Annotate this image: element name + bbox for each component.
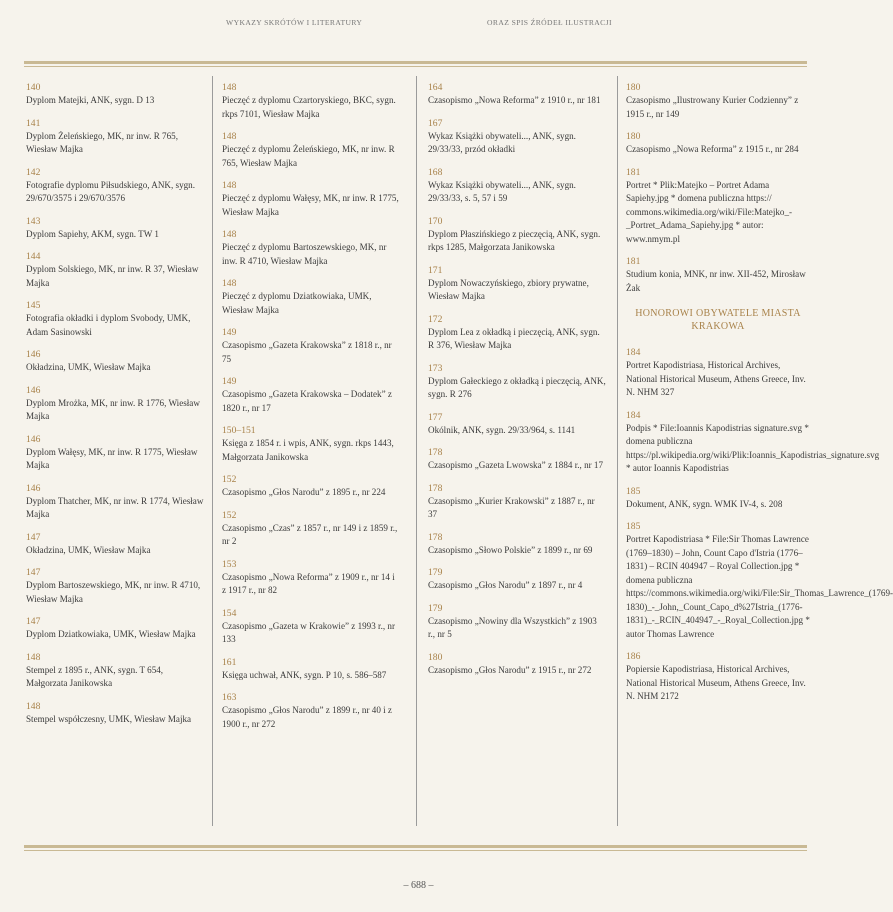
entry-page-number: 149: [222, 327, 237, 338]
entry-page-number: 178: [428, 531, 443, 543]
list-item: [222, 559, 400, 598]
entry-description: Dyplom Mrożka, MK, nr inw. R 1776, Wiesław Majka: [26, 397, 200, 421]
entry-description: Dyplom Lea z okładką i pieczęcią, ANK, sygn. R 376, Wiesław Majka: [428, 326, 600, 350]
entry-description: Wykaz Książki obywateli..., ANK, sygn. 29/33/33, s. 5, 57 i 59: [428, 179, 576, 203]
list-item: [26, 385, 204, 424]
list-item: [222, 608, 400, 647]
entry-description: Pieczęć z dyplomu Czartoryskiego, BKC, sygn. rkps 7101, Wiesław Majka: [222, 95, 396, 119]
entry-description: Czasopismo „Nowa Reforma” z 1915 r., nr 284: [626, 144, 799, 154]
entry-page-number: 164: [428, 82, 443, 93]
list-item: [626, 167, 810, 247]
entry-page-number: 173: [428, 362, 443, 374]
entry-page-number: 180: [428, 651, 443, 663]
page-number: – 688 –: [403, 880, 434, 891]
entry-page-number: 163: [222, 692, 237, 703]
entry-page-number: 181: [626, 256, 641, 267]
list-item: [222, 180, 400, 219]
entry-page-number: 146: [26, 349, 41, 360]
list-item: [626, 131, 810, 157]
list-item: [222, 425, 400, 464]
entry-page-number: 150–151: [222, 425, 256, 436]
list-item: [26, 118, 204, 157]
entry-description: Czasopismo „Gazeta w Krakowie” z 1993 r., nr 133: [222, 620, 395, 644]
entry-page-number: 177: [428, 411, 443, 423]
entry-description: Okólnik, ANK, sygn. 29/33/964, s. 1141: [428, 424, 576, 435]
entry-page-number: 161: [222, 656, 237, 668]
entry-page-number: 172: [428, 313, 443, 325]
entry-page-number: 171: [428, 264, 443, 276]
entry-description: Portret Kapodistriasa * File:Sir Thomas Lawrence (1769–1830) – John, Count Capo d'Istria (1776–1831) – RCIN 404947 – Royal Collection.jpg * domena publiczna https://commons.wikimedia.org/wiki/File:Sir_Thomas_Lawrence_(1769-1830)_-_John,_Count_Capo_d%27Istria_(1776-1831)_-_RCIN_404947_-_Royal_Collection.jpg * autor Thomas Lawrence: [626, 534, 893, 639]
entry-description: Dyplom Matejki, ANK, sygn. D 13: [26, 95, 155, 105]
entry-description: Popiersie Kapodistriasa, Historical Archives, National Historical Museum, Athens Greece, Inv. N. NHM 2172: [626, 664, 806, 701]
list-item: [222, 229, 400, 268]
entry-page-number: 167: [428, 117, 443, 129]
entry-page-number: 154: [222, 607, 237, 619]
list-item: [26, 701, 204, 727]
entry-page-number: 170: [428, 215, 443, 227]
list-item: [626, 256, 810, 295]
list-item: [428, 567, 606, 593]
list-item: [428, 314, 606, 353]
entry-description: Czasopismo „Głos Narodu” z 1897 r., nr 4: [428, 580, 583, 590]
entry-description: Czasopismo „Czas” z 1857 r., nr 149 i z 1859 r., nr 2: [222, 522, 398, 546]
entry-page-number: 146: [26, 482, 41, 494]
list-item: [26, 483, 204, 522]
entry-description: Czasopismo „Głos Narodu” z 1915 r., nr 272: [428, 664, 592, 675]
list-item: [222, 82, 400, 121]
entry-page-number: 148: [222, 131, 237, 142]
list-item: [428, 363, 606, 402]
list-item: [428, 265, 606, 304]
list-item: [428, 82, 606, 108]
top-rule: [24, 61, 807, 64]
entry-page-number: 178: [428, 482, 443, 494]
list-item: [428, 532, 606, 558]
entry-description: Księga z 1854 r. i wpis, ANK, sygn. rkps 1443, Małgorzata Janikowska: [222, 438, 394, 462]
list-item: [222, 376, 400, 415]
list-item: [626, 651, 810, 704]
entry-page-number: 185: [626, 485, 641, 497]
entry-description: Czasopismo „Nowa Reforma” z 1910 r., nr 181: [428, 95, 601, 105]
list-item: [428, 216, 606, 255]
entry-page-number: 148: [26, 700, 41, 712]
entry-page-number: 180: [626, 131, 641, 142]
list-item: [428, 447, 606, 473]
column-3: [428, 82, 606, 687]
entry-page-number: 153: [222, 558, 237, 570]
entry-description: Dokument, ANK, sygn. WMK IV-4, s. 208: [626, 498, 783, 509]
entry-page-number: 148: [222, 82, 237, 93]
column-divider: [212, 76, 213, 826]
list-item: [428, 118, 606, 157]
entry-page-number: 185: [626, 521, 641, 532]
entry-description: Czasopismo „Gazeta Krakowska – Dodatek” z 1820 r., nr 17: [222, 389, 392, 413]
entry-description: Podpis * File:Ioannis Kapodistrias signature.svg * domena publiczna https://pl.wikipedia.org/wiki/Plik:Ioannis_Kapodistrias_signature.svg * autor Ioannis Kapodistrias: [626, 422, 880, 473]
entry-page-number: 140: [26, 82, 41, 93]
entry-page-number: 186: [626, 651, 641, 662]
entry-description: Dyplom Płaszińskiego z pieczęcią, ANK, sygn. rkps 1285, Małgorzata Janikowska: [428, 228, 601, 252]
column-2: [222, 82, 400, 741]
entry-description: Czasopismo „Gazeta Lwowska” z 1884 r., nr 17: [428, 460, 604, 470]
list-item: [222, 278, 400, 317]
bottom-rule-thin: [24, 850, 807, 851]
entry-page-number: 148: [222, 180, 237, 191]
entry-page-number: 148: [222, 278, 237, 289]
running-header-right: ORAZ SPIS ŹRÓDEŁ ILUSTRACJI: [487, 18, 612, 27]
list-item: [26, 532, 204, 558]
entry-page-number: 146: [26, 433, 41, 445]
entry-description: Pieczęć z dyplomu Żeleńskiego, MK, nr inw. R 765, Wiesław Majka: [222, 144, 395, 168]
list-item: [26, 652, 204, 691]
list-item: [222, 692, 400, 731]
entry-description: Pieczęć z dyplomu Bartoszewskiego, MK, nr inw. R 4710, Wiesław Majka: [222, 242, 387, 266]
entry-description: Wykaz Książki obywateli..., ANK, sygn. 29/33/33, przód okładki: [428, 130, 576, 154]
entry-page-number: 178: [428, 447, 443, 458]
entry-page-number: 142: [26, 166, 41, 178]
entry-description: Portret Kapodistriasa, Historical Archives, National Historical Museum, Athens Greece, Inv. N. NHM 327: [626, 360, 806, 397]
entry-page-number: 144: [26, 251, 41, 262]
list-item: [26, 616, 204, 642]
entry-page-number: 152: [222, 474, 237, 485]
entry-description: Fotografia okładki i dyplom Svobody, UMK, Adam Sasinowski: [26, 313, 191, 337]
running-header-left: WYKAZY SKRÓTÓW I LITERATURY: [226, 18, 363, 27]
list-item: [26, 82, 204, 108]
entry-page-number: 181: [626, 166, 641, 178]
list-item: [626, 486, 810, 512]
entry-description: Okładzina, UMK, Wiesław Majka: [26, 544, 151, 555]
entry-description: Czasopismo „Słowo Polskie” z 1899 r., nr 69: [428, 544, 593, 555]
entry-page-number: 147: [26, 616, 41, 627]
entry-page-number: 168: [428, 166, 443, 178]
entry-description: Portret * Plik:Matejko – Portret Adama Sapiehy.jpg * domena publiczna https:// commons.wikimedia.org/wiki/File:Matejko_-_Portret_Adama_Sapiehy.jpg * autor: www.nmym.pl: [626, 179, 793, 244]
list-item: [222, 474, 400, 500]
list-item: [428, 167, 606, 206]
entry-description: Czasopismo „Nowa Reforma” z 1909 r., nr 14 i z 1917 r., nr 82: [222, 571, 395, 595]
entry-page-number: 152: [222, 509, 237, 521]
list-item: [26, 216, 204, 242]
entry-page-number: 147: [26, 567, 41, 578]
entry-description: Czasopismo „Gazeta Krakowska” z 1818 r., nr 75: [222, 340, 392, 364]
entry-page-number: 148: [26, 651, 41, 663]
column-divider: [617, 76, 618, 826]
entry-page-number: 180: [626, 82, 641, 93]
list-item: [428, 652, 606, 678]
entry-description: Pieczęć z dyplomu Dziatkowiaka, UMK, Wiesław Majka: [222, 291, 372, 315]
entry-page-number: 184: [626, 409, 641, 421]
list-item: [26, 567, 204, 606]
list-item: [626, 82, 810, 121]
list-item: [26, 251, 204, 290]
entry-description: Stempel współczesny, UMK, Wiesław Majka: [26, 713, 192, 724]
entry-page-number: 149: [222, 376, 237, 387]
entry-description: Czasopismo „Głos Narodu” z 1899 r., nr 40 i z 1900 r., nr 272: [222, 705, 392, 729]
entry-description: Dyplom Dziatkowiaka, UMK, Wiesław Majka: [26, 629, 196, 639]
entry-page-number: 143: [26, 215, 41, 227]
list-item: [222, 510, 400, 549]
list-item: [26, 434, 204, 473]
list-item: [428, 483, 606, 522]
entry-page-number: 179: [428, 567, 443, 578]
bottom-rule: [24, 845, 807, 848]
entry-description: Dyplom Gałeckiego z okładką i pieczęcią, ANK, sygn. R 276: [428, 375, 606, 399]
entry-page-number: 184: [626, 347, 641, 358]
list-item: [222, 131, 400, 170]
entry-description: Czasopismo „Głos Narodu” z 1895 r., nr 224: [222, 487, 386, 497]
entry-description: Czasopismo „Nowiny dla Wszystkich” z 1903 r., nr 5: [428, 615, 597, 639]
entry-description: Czasopismo „Ilustrowany Kurier Codzienny” z 1915 r., nr 149: [626, 95, 799, 119]
entry-page-number: 179: [428, 602, 443, 614]
column-4: [626, 82, 893, 714]
list-item: [222, 327, 400, 366]
list-item: [428, 603, 606, 642]
entry-page-number: 141: [26, 117, 41, 129]
entry-description: Pieczęć z dyplomu Wałęsy, MK, nr inw. R 1775, Wiesław Majka: [222, 193, 399, 217]
entry-description: Dyplom Nowaczyńskiego, zbiory prywatne, Wiesław Majka: [428, 277, 589, 301]
entry-page-number: 145: [26, 300, 41, 311]
entry-description: Dyplom Solskiego, MK, nr inw. R 37, Wiesław Majka: [26, 264, 199, 288]
entry-page-number: 148: [222, 229, 237, 240]
list-item: [626, 347, 810, 400]
entry-description: Dyplom Żeleńskiego, MK, nr inw. R 765, Wiesław Majka: [26, 130, 178, 154]
column-1: [26, 82, 204, 736]
entry-page-number: 146: [26, 384, 41, 396]
entry-description: Dyplom Wałęsy, MK, nr inw. R 1775, Wiesław Majka: [26, 446, 198, 470]
list-item: [428, 412, 606, 438]
list-item: [222, 657, 400, 683]
entry-description: Fotografie dyplomu Piłsudskiego, ANK, sygn. 29/670/3575 i 29/670/3576: [26, 179, 195, 203]
entry-description: Studium konia, MNK, nr inw. XII-452, Mirosław Żak: [626, 269, 806, 293]
entry-page-number: 147: [26, 531, 41, 543]
entry-description: Okładzina, UMK, Wiesław Majka: [26, 362, 151, 372]
entry-description: Dyplom Thatcher, MK, nr inw. R 1774, Wiesław Majka: [26, 495, 204, 519]
list-item: [26, 300, 204, 339]
entry-description: Czasopismo „Kurier Krakowski” z 1887 r., nr 37: [428, 495, 595, 519]
column-divider: [416, 76, 417, 826]
top-rule-thin: [24, 66, 807, 67]
list-item: [626, 409, 880, 476]
entry-description: Księga uchwał, ANK, sygn. P 10, s. 586–587: [222, 669, 387, 680]
section-heading: HONOROWI OBYWATELE MIASTA KRAKOWA: [635, 308, 801, 332]
entry-description: Stempel z 1895 r., ANK, sygn. T 654, Małgorzata Janikowska: [26, 664, 164, 688]
entry-description: Dyplom Sapiehy, AKM, sygn. TW 1: [26, 228, 159, 239]
list-item: [26, 349, 204, 375]
entry-description: Dyplom Bartoszewskiego, MK, nr inw. R 4710, Wiesław Majka: [26, 580, 201, 604]
list-item: [26, 167, 204, 206]
list-item: [626, 521, 893, 641]
